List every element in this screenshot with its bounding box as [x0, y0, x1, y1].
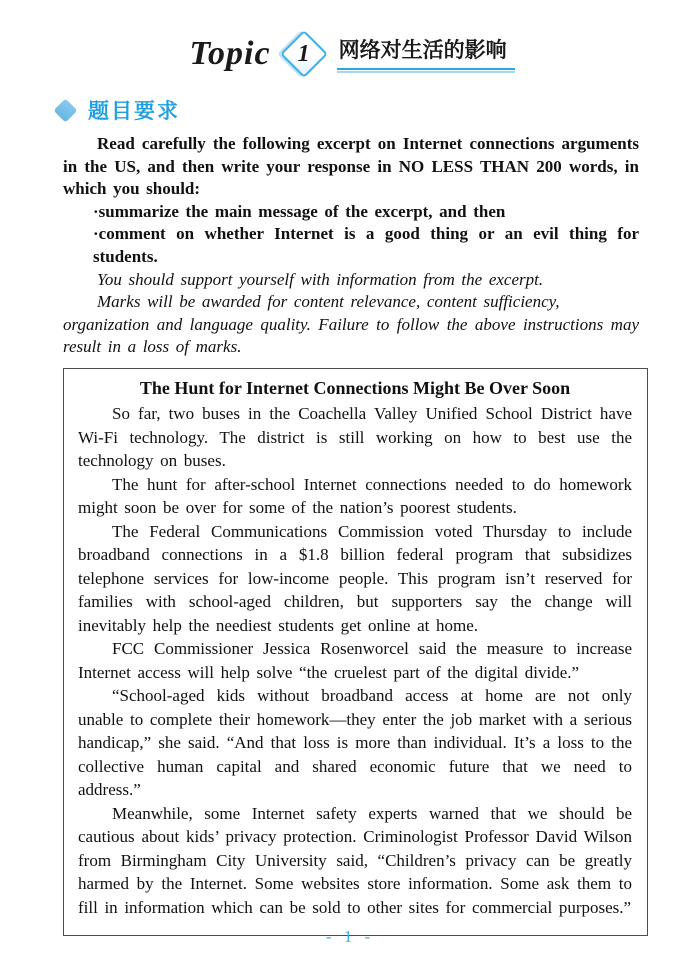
- topic-number-diamond-icon: [280, 29, 328, 77]
- instructions-intro: Read carefully the following excerpt on Internet connections arguments in the US, and then write your response in NO LESS THAN 200 words, in which you should:: [63, 134, 639, 199]
- instructions-block: [63, 133, 639, 359]
- page-number: - 1 -: [325, 927, 375, 946]
- excerpt-paragraph: The hunt for after-school Internet connections needed to do homework might soon be over for some of the nation’s poorest students.: [78, 474, 632, 518]
- topic-header: [0, 34, 700, 73]
- excerpt-paragraph: So far, two buses in the Coachella Valley Unified School District have Wi-Fi technology. The district is still working on how to best use the technology on buses.: [78, 404, 632, 471]
- topic-title-chinese: 网络对生活的影响: [337, 34, 511, 73]
- requirements-heading-label: 题目要求: [88, 100, 180, 123]
- instruction-note-support: You should support yourself with information from the excerpt.: [97, 269, 544, 289]
- diamond-bullet-icon: [53, 98, 77, 122]
- instruction-bullet-summarize: ·summarize the main message of the excerpt, and then: [93, 201, 506, 221]
- topic-number: 1: [297, 40, 310, 66]
- excerpt-title: The Hunt for Internet Connections Might Be Over Soon: [139, 377, 571, 398]
- excerpt-paragraph: “School-aged kids without broadband access at home are not only unable to complete their homework—they enter the job market with a serious handicap,” she said. “And that loss is more than individual. It’s a loss to the collective human capital and shared economic future that we need to address.”: [78, 686, 632, 800]
- instruction-note-organization: organization and language quality. Failure to follow the above instructions may result in a loss of marks.: [63, 314, 639, 357]
- excerpt-paragraph: The Federal Communications Commission voted Thursday to include broadband connections in a $1.8 billion federal program that subsidizes telephone services for low-income people. This program isn’t reserved for families with school-aged children, but supporters say the change will inevitably help the neediest students get online at home.: [78, 521, 632, 635]
- instruction-note-marks: Marks will be awarded for content relevance, content sufficiency,: [97, 292, 560, 312]
- excerpt-paragraph: Meanwhile, some Internet safety experts warned that we should be cautious about kids’ privacy protection. Criminologist Professor David Wilson from Birmingham City University said, “Children’s privacy can be greatly harmed by the Internet. Some websites store information. Some ask them to fill in information which can be sold to other sites for commercial purposes.”: [78, 803, 632, 917]
- topic-label: Topic: [189, 34, 271, 72]
- excerpt-paragraph: FCC Commissioner Jessica Rosenworcel said the measure to increase Internet access will help solve “the cruelest part of the digital divide.”: [78, 639, 632, 682]
- instruction-bullet-comment: ·comment on whether Internet is a good thing or an evil thing for students.: [93, 224, 639, 266]
- excerpt-box: [63, 368, 648, 937]
- requirements-section-heading: [57, 95, 700, 125]
